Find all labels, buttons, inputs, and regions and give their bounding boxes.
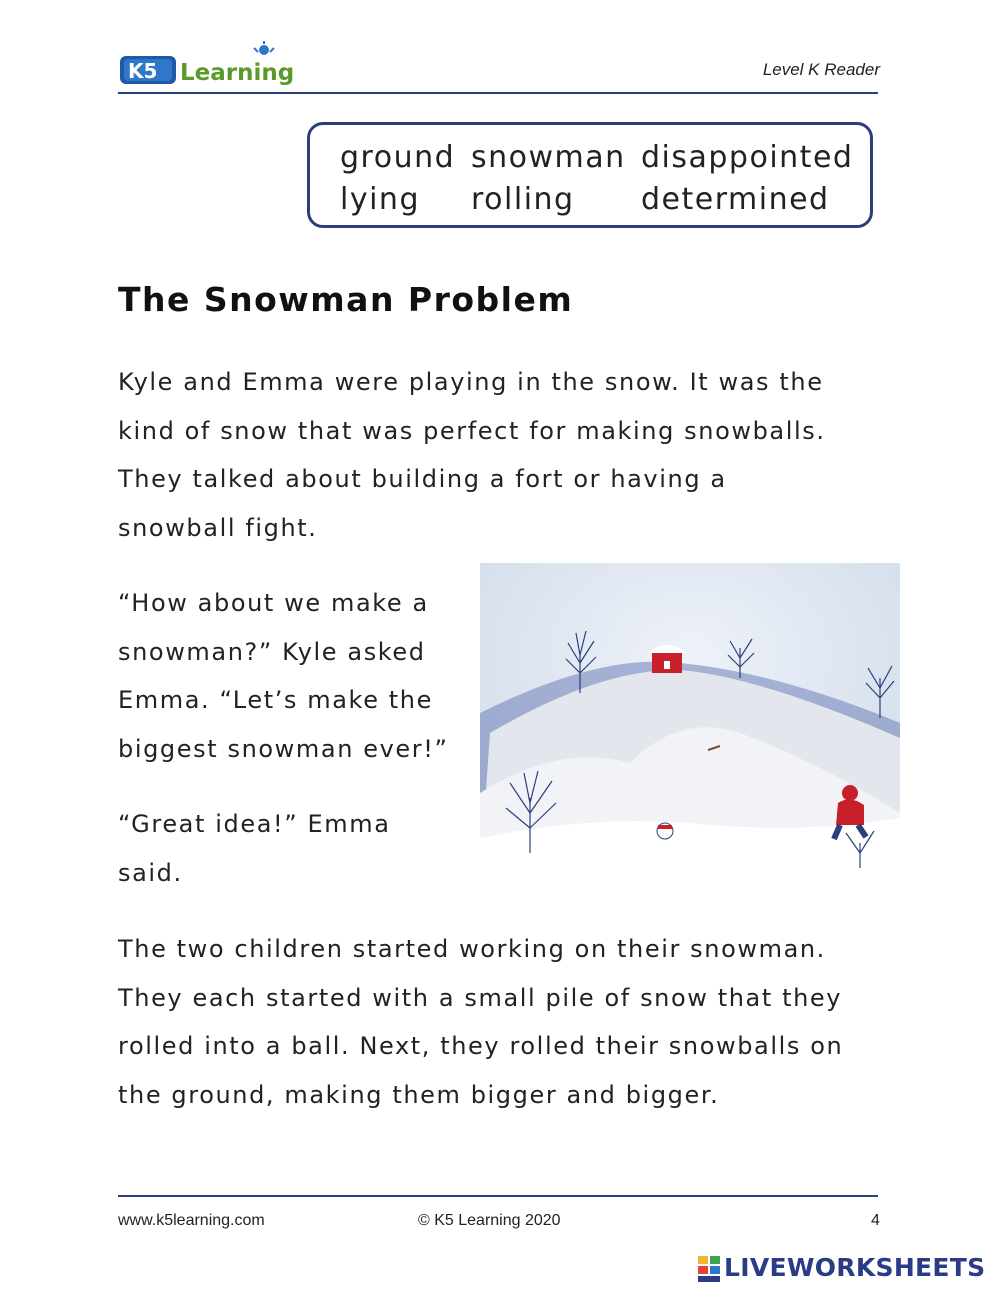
- reader-level-label: Level K Reader: [762, 60, 880, 79]
- vocab-word-lying: lying: [340, 182, 420, 217]
- paragraph-line: “Great idea!” Emma: [118, 810, 391, 838]
- paragraph-line: snowball fight.: [118, 513, 318, 542]
- snowy-hill-illustration: [480, 563, 900, 875]
- paragraph-line: rolled into a ball. Next, they rolled their snowballs on: [118, 1032, 844, 1060]
- logo-learning-text: Learning: [180, 60, 295, 86]
- paragraph-line: Kyle and Emma were playing in the snow. It was the: [118, 368, 824, 396]
- k5-learning-logo: [118, 40, 308, 90]
- paragraph-line: Emma. “Let’s make the: [118, 686, 433, 714]
- story-paragraph-3: [118, 800, 391, 897]
- paragraph-line: snowman?” Kyle asked: [118, 637, 426, 666]
- paragraph-line: kind of snow that was perfect for making snowballs.: [118, 416, 826, 445]
- paragraph-line: the ground, making them bigger and bigger.: [118, 1080, 720, 1109]
- header-divider: [118, 92, 878, 94]
- footer-divider: [118, 1195, 878, 1197]
- story-paragraph-2: [118, 579, 449, 773]
- paragraph-line: “How about we make a: [118, 589, 429, 617]
- paragraph-line: said.: [118, 858, 183, 887]
- liveworksheets-watermark: LIVEWORKSHEETS: [724, 1253, 986, 1282]
- story-title: The Snowman Problem: [118, 280, 574, 319]
- vocab-word-ground: ground: [340, 140, 456, 175]
- paragraph-line: biggest snowman ever!”: [118, 734, 449, 763]
- paragraph-line: They talked about building a fort or having a: [118, 465, 727, 493]
- liveworksheets-logo-icon: [698, 1253, 722, 1285]
- story-paragraph-1: [118, 358, 826, 552]
- vocab-word-rolling: rolling: [471, 182, 575, 217]
- vocab-word-snowman: snowman: [471, 140, 626, 175]
- footer-page-number: 4: [871, 1212, 880, 1229]
- vocab-word-disappointed: disappointed: [641, 140, 854, 175]
- paragraph-line: The two children started working on their snowman.: [118, 935, 826, 963]
- footer-copyright: © K5 Learning 2020: [418, 1212, 561, 1229]
- logo-k5-text: K5: [128, 59, 158, 83]
- story-paragraph-4: [118, 925, 843, 1119]
- paragraph-line: They each started with a small pile of snow that they: [118, 983, 843, 1012]
- vocab-word-determined: determined: [641, 182, 830, 217]
- vocabulary-box: [307, 122, 873, 228]
- footer-website: www.k5learning.com: [118, 1212, 265, 1229]
